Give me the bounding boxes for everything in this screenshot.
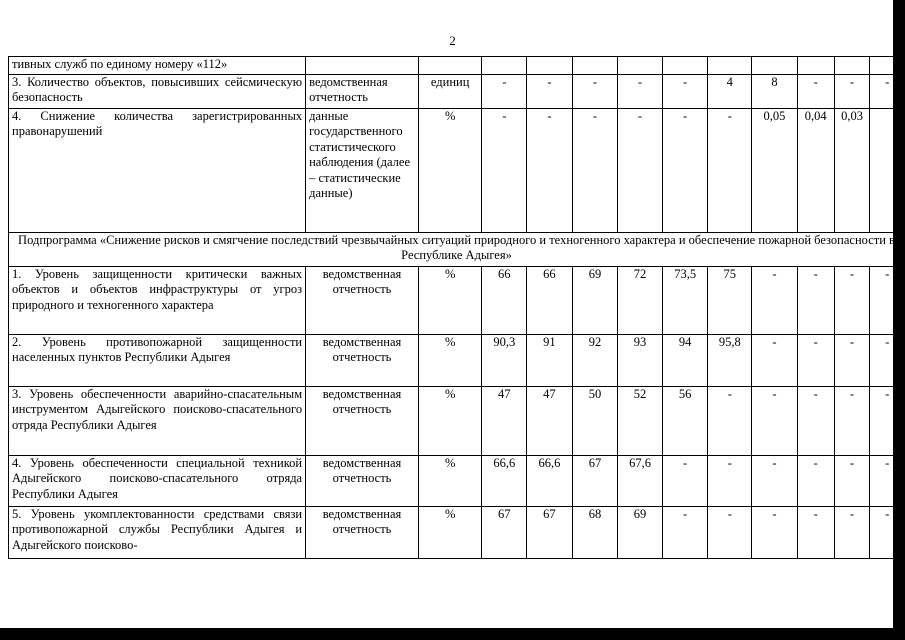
table-row <box>9 108 905 232</box>
value-cell: - <box>834 455 870 506</box>
value-cell: 92 <box>572 334 617 386</box>
table-row <box>9 334 905 386</box>
value-cell: - <box>797 506 834 558</box>
value-cell: - <box>482 108 527 232</box>
source-cell <box>306 57 419 75</box>
value-cell: 50 <box>572 386 617 455</box>
value-cell: - <box>752 506 798 558</box>
table-row <box>9 266 905 334</box>
value-cell <box>618 57 663 75</box>
value-cell: 68 <box>572 506 617 558</box>
value-cell: 66 <box>527 266 573 334</box>
indicator-cell: 4. Уровень обеспеченности специальной техникой Адыгейского поисково-спасательного отряда Республики Адыгея <box>9 455 306 506</box>
unit-cell: % <box>418 455 482 506</box>
value-cell: - <box>662 74 708 108</box>
value-cell: - <box>618 108 663 232</box>
value-cell: 8 <box>752 74 798 108</box>
value-cell: - <box>797 334 834 386</box>
value-cell: 66 <box>482 266 527 334</box>
value-cell: - <box>834 266 870 334</box>
value-cell: 67 <box>572 455 617 506</box>
value-cell <box>870 108 905 232</box>
value-cell <box>482 57 527 75</box>
page-edge-bottom <box>0 628 905 640</box>
table-row <box>9 506 905 558</box>
value-cell: 75 <box>708 266 752 334</box>
value-cell: - <box>708 506 752 558</box>
source-cell: ведомственная отчетность <box>306 334 419 386</box>
value-cell: 91 <box>527 334 573 386</box>
value-cell: - <box>708 386 752 455</box>
unit-cell <box>418 57 482 75</box>
value-cell: - <box>834 506 870 558</box>
value-cell: 93 <box>618 334 663 386</box>
value-cell: 66,6 <box>527 455 573 506</box>
value-cell: 90,3 <box>482 334 527 386</box>
value-cell: - <box>870 266 905 334</box>
value-cell: - <box>797 386 834 455</box>
value-cell <box>527 57 573 75</box>
value-cell: - <box>834 386 870 455</box>
value-cell: - <box>870 74 905 108</box>
value-cell: 67 <box>482 506 527 558</box>
source-cell: ведомственная отчетность <box>306 386 419 455</box>
source-cell: ведомственная отчетность <box>306 506 419 558</box>
unit-cell: % <box>418 386 482 455</box>
value-cell: - <box>870 506 905 558</box>
table-row <box>9 232 905 266</box>
page-number: 2 <box>449 33 456 48</box>
table-row <box>9 57 905 75</box>
value-cell: 67,6 <box>618 455 663 506</box>
source-cell: ведомственная отчетность <box>306 266 419 334</box>
value-cell: - <box>708 455 752 506</box>
value-cell <box>708 57 752 75</box>
value-cell <box>870 57 905 75</box>
value-cell: - <box>797 266 834 334</box>
table-row <box>9 74 905 108</box>
value-cell <box>834 57 870 75</box>
value-cell: 52 <box>618 386 663 455</box>
value-cell: - <box>752 266 798 334</box>
indicators-table <box>8 56 905 559</box>
value-cell <box>797 57 834 75</box>
value-cell: 0,03 <box>834 108 870 232</box>
table-row <box>9 455 905 506</box>
value-cell: 73,5 <box>662 266 708 334</box>
indicator-cell: тивных служб по единому номеру «112» <box>9 57 306 75</box>
indicator-cell: 3. Количество объектов, повысивших сейсмическую безопасность <box>9 74 306 108</box>
indicator-cell: 2. Уровень противопожарной защищенности населенных пунктов Республики Адыгея <box>9 334 306 386</box>
value-cell: - <box>752 334 798 386</box>
value-cell: 95,8 <box>708 334 752 386</box>
value-cell: 47 <box>482 386 527 455</box>
value-cell: - <box>797 74 834 108</box>
value-cell: - <box>870 334 905 386</box>
indicator-cell: 5. Уровень укомплектованности средствами связи противопожарной службы Республики Адыгея и Адыгейского поисково- <box>9 506 306 558</box>
value-cell: - <box>572 108 617 232</box>
value-cell: - <box>834 334 870 386</box>
value-cell: 69 <box>618 506 663 558</box>
value-cell: - <box>527 74 573 108</box>
value-cell: - <box>708 108 752 232</box>
value-cell: 0,04 <box>797 108 834 232</box>
value-cell: - <box>662 506 708 558</box>
value-cell: 4 <box>708 74 752 108</box>
value-cell: - <box>870 386 905 455</box>
value-cell: 94 <box>662 334 708 386</box>
value-cell: - <box>752 455 798 506</box>
value-cell: 47 <box>527 386 573 455</box>
value-cell: - <box>482 74 527 108</box>
subprogram-heading: Подпрограмма «Снижение рисков и смягчение последствий чрезвычайных ситуаций природного и техногенного характера и обеспечение пожарной безопасности в Республике Адыгея» <box>9 232 905 266</box>
unit-cell: % <box>418 108 482 232</box>
value-cell: 56 <box>662 386 708 455</box>
value-cell: - <box>527 108 573 232</box>
value-cell: 72 <box>618 266 663 334</box>
unit-cell: % <box>418 334 482 386</box>
source-cell: ведомственная отчетность <box>306 74 419 108</box>
value-cell: - <box>752 386 798 455</box>
value-cell: 69 <box>572 266 617 334</box>
value-cell: - <box>662 108 708 232</box>
value-cell <box>752 57 798 75</box>
indicator-cell: 1. Уровень защищенности критически важных объектов и объектов инфраструктуры от угроз природного и техногенного характера <box>9 266 306 334</box>
unit-cell: % <box>418 266 482 334</box>
value-cell: 0,05 <box>752 108 798 232</box>
value-cell: - <box>572 74 617 108</box>
source-cell: данные государственного статистического наблюдения (далее – статистические данные) <box>306 108 419 232</box>
value-cell: - <box>662 455 708 506</box>
value-cell: - <box>834 74 870 108</box>
value-cell: 66,6 <box>482 455 527 506</box>
source-cell: ведомственная отчетность <box>306 455 419 506</box>
unit-cell: единиц <box>418 74 482 108</box>
value-cell: - <box>797 455 834 506</box>
indicator-cell: 4. Снижение количества зарегистрированных правонарушений <box>9 108 306 232</box>
table-row <box>9 386 905 455</box>
value-cell: - <box>870 455 905 506</box>
value-cell <box>662 57 708 75</box>
value-cell <box>572 57 617 75</box>
unit-cell: % <box>418 506 482 558</box>
indicator-cell: 3. Уровень обеспеченности аварийно-спасательным инструментом Адыгейского поисково-спасательного отряда Республики Адыгея <box>9 386 306 455</box>
value-cell: - <box>618 74 663 108</box>
value-cell: 67 <box>527 506 573 558</box>
